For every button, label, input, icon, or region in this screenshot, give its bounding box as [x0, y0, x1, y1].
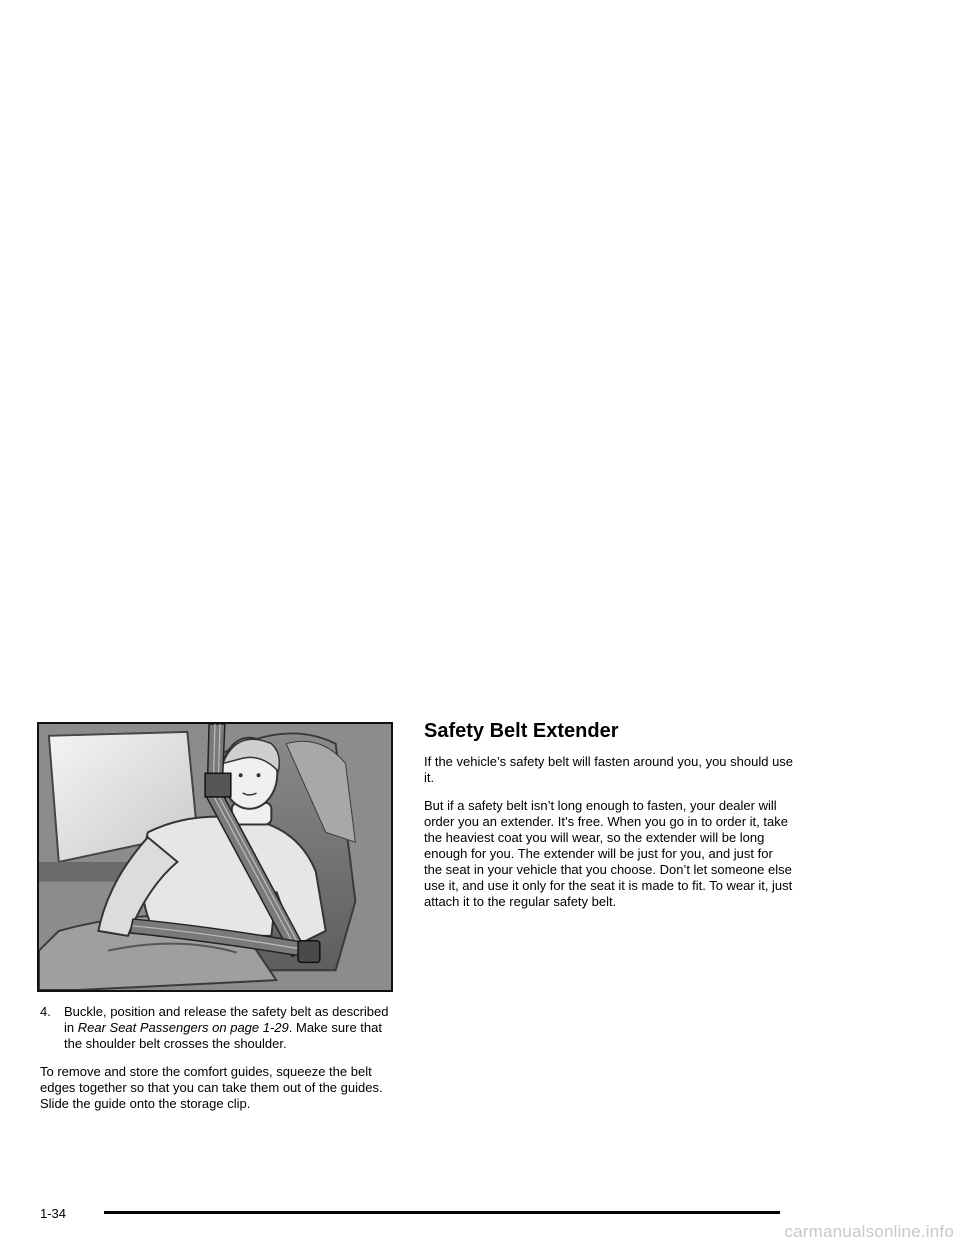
footer-rule: [104, 1211, 780, 1214]
comfort-guide-paragraph: To remove and store the comfort guides, squeeze the belt edges together so that you can take them out of the guides. Slide the guide onto the storage clip.: [40, 1064, 383, 1111]
child-with-belt-drawing: [39, 724, 391, 990]
step-4: [40, 1004, 400, 1052]
step-text: [64, 1004, 400, 1052]
extender-paragraph-2: But if a safety belt isn’t long enough to fasten, your dealer will order you an extender. It’s free. When you go in to order it, take the heaviest coat you will wear, so the extender will be long enough for you. The extender will be just for you, and just for the seat in your vehicle that you choose. Don’t let someone else use it, and use it only for the seat it is made to fit. To wear it, just attach it to the regular safety belt.: [424, 798, 793, 909]
extender-paragraph-1: If the vehicle’s safety belt will fasten around you, you should use it.: [424, 754, 794, 785]
watermark: carmanualsonline.info: [784, 1222, 954, 1241]
section-heading: Safety Belt Extender: [424, 720, 619, 742]
cross-reference-link[interactable]: Rear Seat Passengers on page 1-29: [77, 1020, 289, 1035]
step-text-after: . Make sure that the shoulder belt crosses the shoulder.: [64, 1020, 382, 1051]
left-column: [40, 1004, 400, 1124]
safety-belt-illustration: [37, 722, 393, 992]
right-column: [424, 718, 794, 922]
step-text-before: Buckle, position and release the safety belt as described in: [64, 1004, 389, 1035]
step-number: 4.: [40, 1004, 51, 1019]
page-number: 1-34: [40, 1206, 67, 1221]
